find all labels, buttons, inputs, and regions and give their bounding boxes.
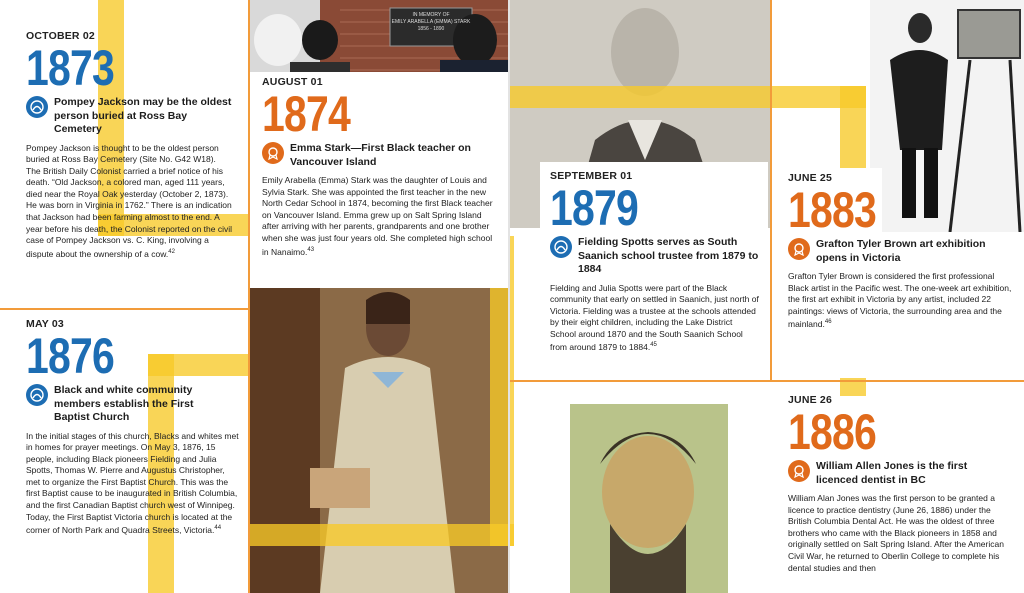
entry-year: 1876	[26, 328, 114, 384]
divider	[510, 380, 1024, 382]
entry-date: OCTOBER 02	[26, 30, 95, 42]
entry-heading: Fielding Spotts serves as South Saanich school trustee from 1879 to 1884	[578, 236, 759, 275]
entry-year: 1874	[262, 86, 350, 142]
footnote-ref: 45	[650, 342, 657, 349]
footnote-ref: 46	[824, 319, 832, 326]
entry-date: JUNE 26	[788, 394, 833, 406]
entry-1879	[550, 170, 762, 354]
entry-date: SEPTEMBER 01	[550, 170, 633, 182]
connector-band	[510, 86, 866, 108]
connector-band	[248, 524, 514, 546]
entry-year: 1873	[26, 40, 114, 96]
footnote-ref: 43	[307, 246, 315, 253]
entry-year: 1879	[550, 180, 638, 236]
emma-stark-photo	[250, 288, 508, 593]
divider	[0, 308, 250, 310]
plaque-text: IN MEMORY OF EMILY ARABELLA (EMMA) STARK 1856 - 1890	[391, 12, 471, 32]
william-jones-portrait	[570, 404, 728, 593]
footnote-ref: 44	[214, 525, 222, 532]
community-icon	[26, 96, 48, 118]
entry-heading: Pompey Jackson may be the oldest person buried at Ross Bay Cemetery	[54, 96, 232, 135]
entry-body: William Alan Jones was the first person to be granted a licence to practice dentistry (June 26, 1886) under the British Columbia Dental Act. He was the oldest of three brothers who came with the Black pioneers in 1858 and originally settled on Salt Spring Island. After the American Civil War, he returned to Oberlin College to complete his dental studies and then	[788, 493, 1004, 573]
entry-body: Pompey Jackson is thought to be the oldest person buried at Ross Bay Cemetery (Site No. G42 W18). The British Daily Colonist carried a brief notice of his death. “Old Jackson, a colored man, aged 111 years, died near the Royal Oak yesterday (October 2, 1873). He was born in Virginia in 1762.” There is an indication that Jackson had been farming almost to the end. A year before his death, the Colonist reported on the civil case of Pompey Jackson vs. C. King, involving a dispute about the ownership of a cow.$^{42}$	[26, 142, 233, 259]
entry-1874	[262, 76, 498, 258]
entry-1883	[788, 172, 1016, 331]
award-icon	[788, 460, 810, 482]
divider	[508, 0, 510, 593]
entry-year: 1883	[788, 182, 876, 238]
entry-1886	[788, 394, 1014, 574]
entry-1876	[26, 318, 242, 537]
award-icon	[788, 238, 810, 260]
community-icon	[550, 236, 572, 258]
entry-heading: Emma Stark—First Black teacher on Vancouver Island	[290, 142, 471, 168]
entry-heading: Black and white community members establish the First Baptist Church	[54, 384, 194, 423]
community-icon	[26, 384, 48, 406]
entry-year: 1886	[788, 404, 876, 460]
entry-1873	[26, 30, 236, 260]
entry-date: MAY 03	[26, 318, 64, 330]
entry-body: Emily Arabella (Emma) Stark was the daughter of Louis and Sylvia Stark. She was appointed the first teacher in the new North Cedar School in 1874, becoming the first Black teacher on Vancouver Island. Emma grew up on Salt Spring Island after arriving with her parents, grandparents and one brother when she was just four years old. She completed high school in Nanaimo.$^{43}$	[262, 175, 493, 257]
entry-heading: William Allen Jones is the first licenced dentist in BC	[816, 460, 968, 486]
entry-date: AUGUST 01	[262, 76, 323, 88]
entry-date: JUNE 25	[788, 172, 833, 184]
award-icon	[262, 142, 284, 164]
entry-body: Fielding and Julia Spotts were part of the Black community that early on settled in Saanich, just north of Victoria. Fielding was a trustee at the schools attended by their eight children, including the Lake District School around 1870 and the South Saanich School from around 1879 to 1884.45	[550, 282, 759, 353]
entry-heading: Grafton Tyler Brown art exhibition opens in Victoria	[816, 238, 986, 264]
entry-body: Grafton Tyler Brown is considered the first professional Black artist in the Pacific west. The one-week art exhibition, the first art exhibit in Victoria by any artist, included 22 paintings: views of Victoria, the surrounding area and the mainland.$^{46}$	[788, 271, 1012, 330]
footnote-ref: 42	[168, 248, 175, 255]
entry-body: In the initial stages of this church, Blacks and whites met in homes for prayer meetings. On May 3, 1876, 15 people, including Black pioneers Fielding and Julia Spotts, Thomas W. Pierre and Augustus Christopher, met to organize the First Baptist Church. This was the first Baptist cause to be inaugurated in British Columbia, and the first Canadian Baptist church west of Winnipeg. Today, the First Baptist Victoria church is located at the corner of North Park and Quadra Streets, Victoria.$^{44}$	[26, 430, 239, 536]
